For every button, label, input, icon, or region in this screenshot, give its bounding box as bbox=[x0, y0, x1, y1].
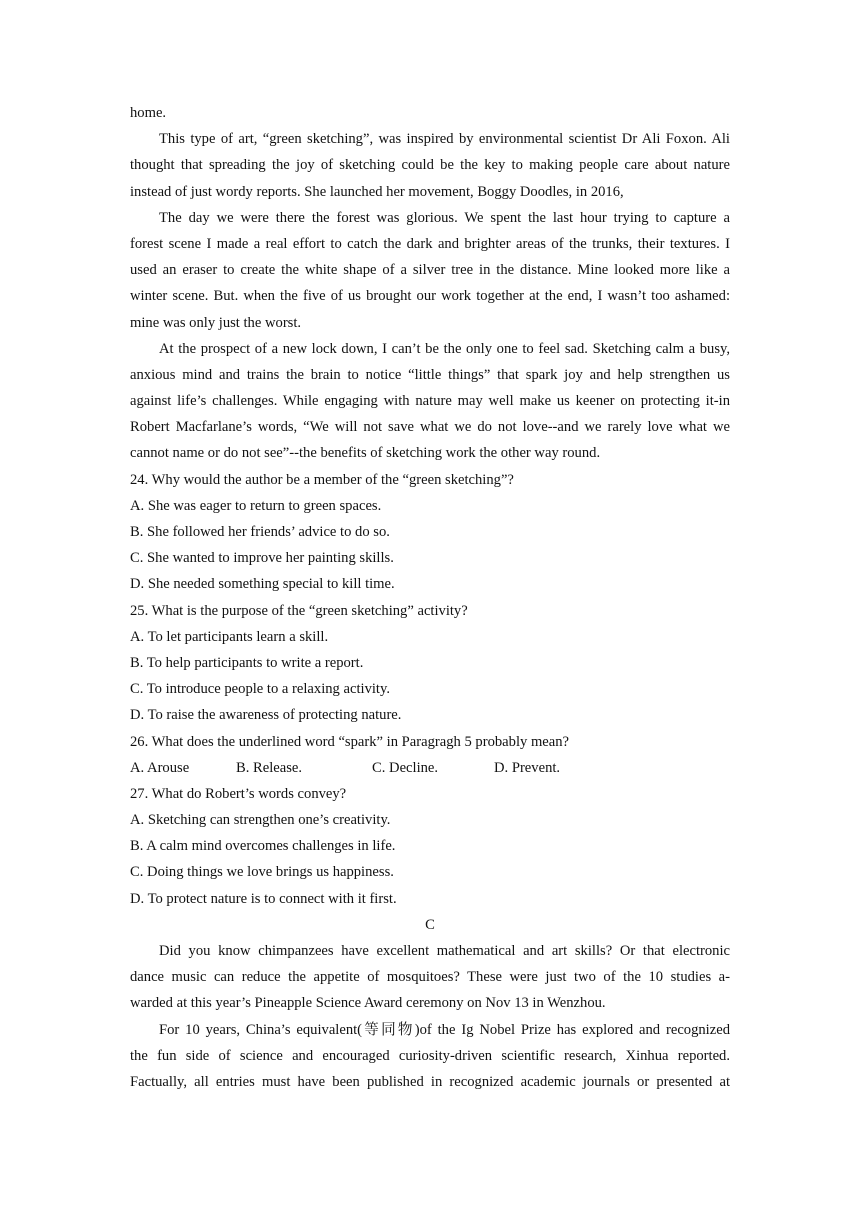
document-page bbox=[130, 100, 730, 1095]
question-27-option-a: A. Sketching can strengthen one’s creativity. bbox=[130, 812, 391, 829]
paragraph-line: mine was only just the worst. bbox=[130, 314, 302, 331]
paragraph-line: Factually, all entries must have been published in recognized academic journals or presented at bbox=[130, 1073, 730, 1090]
question-24-option-c: C. She wanted to improve her painting skills. bbox=[130, 550, 394, 567]
paragraph-line: forest scene I made a real effort to catch the dark and brighter areas of the trunks, their textures. I bbox=[130, 235, 730, 252]
question-26-option-a: A. Arouse bbox=[130, 759, 190, 776]
question-24-option-b: B. She followed her friends’ advice to do so. bbox=[130, 524, 390, 540]
question-27-option-d: D. To protect nature is to connect with it first. bbox=[130, 890, 397, 907]
question-24-option-a: A. She was eager to return to green spaces. bbox=[130, 497, 382, 514]
paragraph-line: At the prospect of a new lock down, I can’t be the only one to feel sad. Sketching calm a busy, bbox=[159, 340, 730, 357]
paragraph-line: used an eraser to create the white shape of a silver tree in the distance. Mine looked more like a bbox=[130, 262, 730, 279]
paragraph-line: The day we were there the forest was glorious. We spent the last hour trying to capture a bbox=[159, 209, 730, 226]
question-26-options bbox=[130, 755, 730, 781]
paragraph-line: dance music can reduce the appetite of mosquitoes? These were just two of the 10 studies a- bbox=[130, 969, 730, 986]
paragraph-line: For 10 years, China’s equivalent(等同物)of the Ig Nobel Prize has explored and recognized bbox=[159, 1021, 730, 1038]
question-25-option-b: B. To help participants to write a report. bbox=[130, 654, 364, 671]
question-27-option-b: B. A calm mind overcomes challenges in life. bbox=[130, 838, 396, 855]
paragraph-line: winter scene. But. when the five of us brought our work together at the end, I wasn’t too ashamed: bbox=[130, 288, 730, 305]
paragraph-line: home. bbox=[130, 105, 167, 121]
question-25-option-c: C. To introduce people to a relaxing activity. bbox=[130, 681, 390, 698]
question-27-option-c: C. Doing things we love brings us happiness. bbox=[130, 864, 394, 881]
question-26-option-b: B. Release. bbox=[236, 759, 303, 776]
paragraph-line: This type of art, “green sketching”, was inspired by environmental scientist Dr Ali Foxon. Ali bbox=[159, 131, 730, 148]
question-25-stem: 25. What is the purpose of the “green sketching” activity? bbox=[130, 602, 468, 619]
paragraph-line: against life’s challenges. While engaging with nature may well make us keener on protecting it-in bbox=[130, 393, 730, 410]
paragraph-line: Did you know chimpanzees have excellent mathematical and art skills? Or that electronic bbox=[159, 943, 730, 959]
question-26-stem: 26. What does the underlined word “spark” in Paragragh 5 probably mean? bbox=[130, 733, 570, 750]
question-27-stem: 27. What do Robert’s words convey? bbox=[130, 785, 347, 802]
question-24-stem: 24. Why would the author be a member of the “green sketching”? bbox=[130, 471, 514, 488]
paragraph-line: the fun side of science and encouraged curiosity-driven scientific research, Xinhua reported. bbox=[130, 1047, 730, 1064]
paragraph-line: instead of just wordy reports. She launched her movement, Boggy Doodles, in 2016, bbox=[130, 183, 624, 200]
section-heading: C bbox=[425, 916, 435, 933]
paragraph-line: cannot name or do not see”--the benefits of sketching work the other way round. bbox=[130, 445, 601, 462]
question-25-option-a: A. To let participants learn a skill. bbox=[130, 628, 329, 645]
paragraph-line: anxious mind and trains the brain to notice “little things” that spark joy and help strengthen us bbox=[130, 366, 730, 383]
paragraph-line: thought that spreading the joy of sketching could be the key to making people care about nature bbox=[130, 157, 730, 174]
question-24-option-d: D. She needed something special to kill time. bbox=[130, 576, 395, 593]
question-26-option-c: C. Decline. bbox=[372, 759, 439, 776]
paragraph-line: warded at this year’s Pineapple Science Award ceremony on Nov 13 in Wenzhou. bbox=[130, 995, 606, 1012]
question-26-option-d: D. Prevent. bbox=[494, 759, 561, 776]
question-25-option-d: D. To raise the awareness of protecting nature. bbox=[130, 707, 402, 724]
paragraph-line: Robert Macfarlane’s words, “We will not save what we do not love--and we rarely love what we bbox=[130, 419, 730, 436]
